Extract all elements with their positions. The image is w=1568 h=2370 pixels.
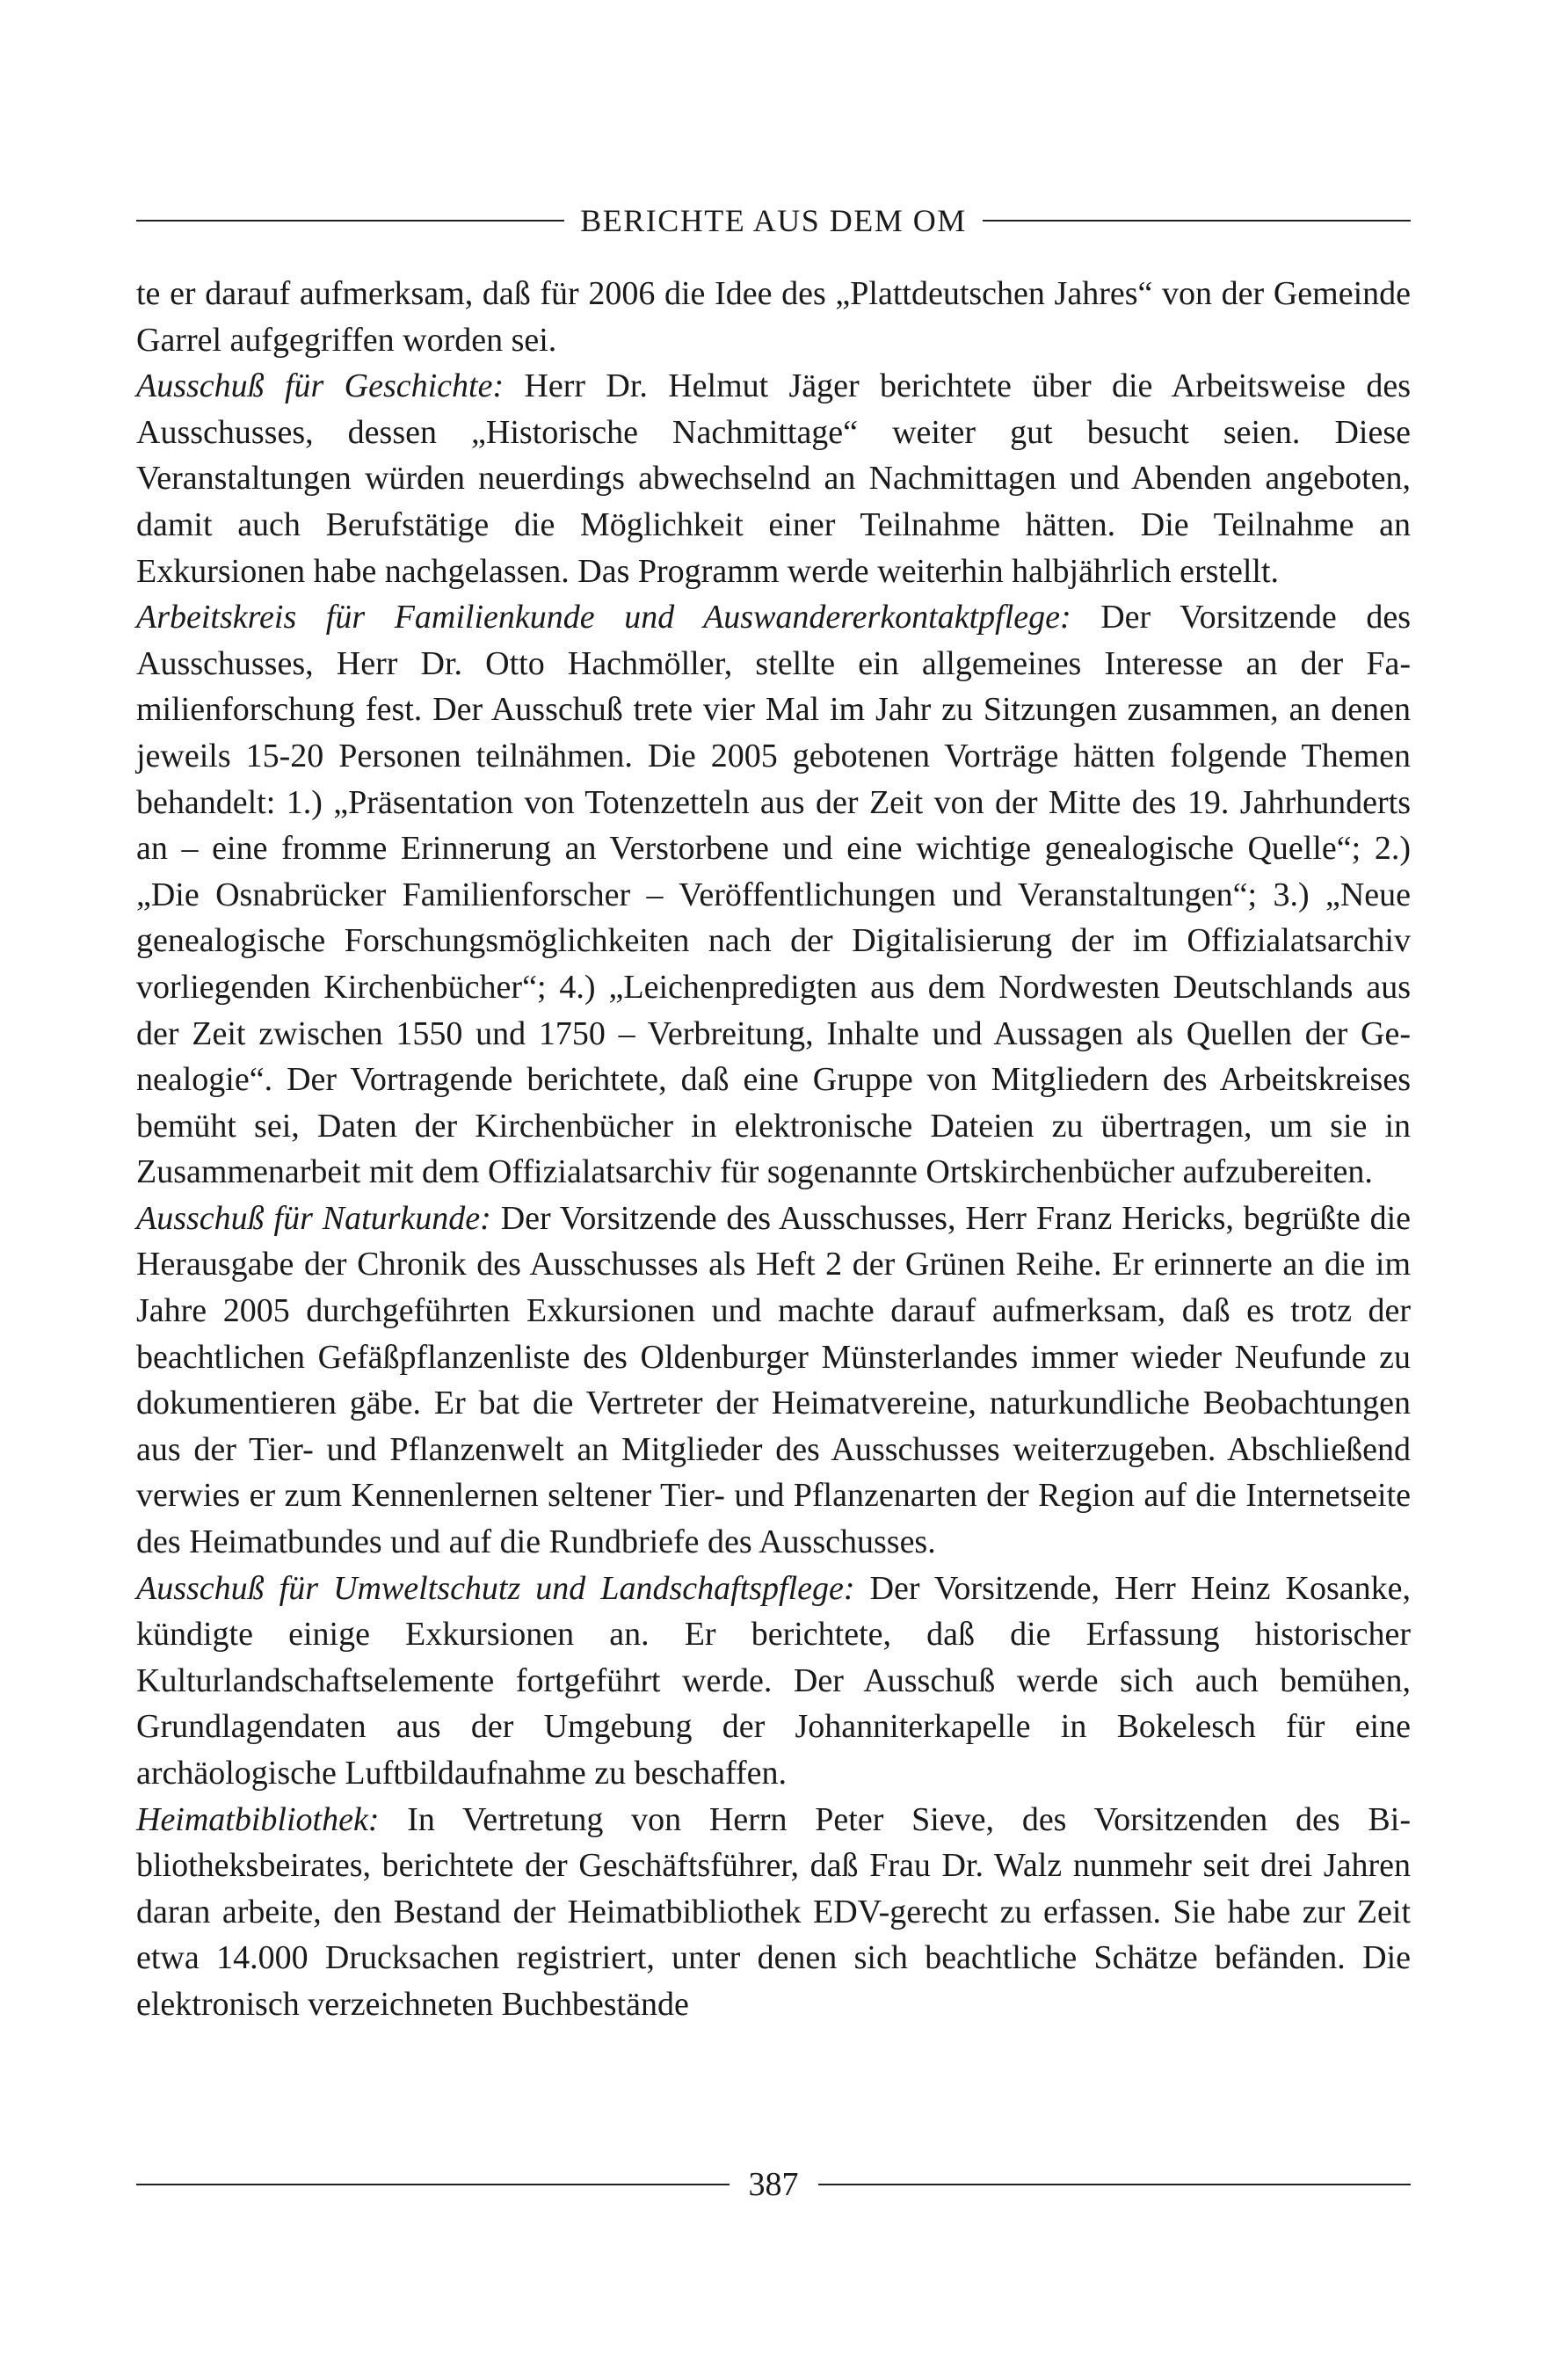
section-label: Heimatbibliothek: [136,1800,380,1838]
header-rule-left [136,220,564,222]
paragraph-familienkunde [136,594,1411,1196]
continuation-paragraph: te er darauf aufmerksam, daß für 2006 die Idee des „Plattdeutschen Jahres“ von der Gemeinde Garrel aufgegriffen worden sei. [136,275,1411,359]
running-head [136,199,1411,243]
running-title: BERICHTE AUS DEM OM [580,203,967,238]
section-label: Ausschuß für Umweltschutz und Landschaftspflege: [136,1569,855,1607]
paragraph-geschichte [136,363,1411,594]
section-text: Herr Dr. Helmut Jäger berichtete über die Arbeitsweise des Ausschusses, dessen „Historische Nachmittage“ weiter gut besucht seien. Diese Veranstaltungen würden neuerdings abwechselnd an Nachmittagen und Abenden angeboten, damit auch Berufstätige die Möglichkeit einer Teilnahme hätten. Die Teilnahme an Exkursionen habe nachgelassen. Das Programm werde weiterhin halbjährlich erstellt. [136,367,1411,590]
section-label: Ausschuß für Geschichte: [136,367,505,405]
header-rule-right [983,220,1411,222]
section-label: Ausschuß für Naturkunde: [136,1199,491,1237]
footer-rule-left [136,2184,730,2185]
footer-rule-right [818,2184,1412,2185]
section-text: Der Vorsitzende des Ausschusses, Herr Dr. Otto Hachmöller, stellte ein allgemeines Interesse an der Familienforschung fest. Der Ausschuß trete vier Mal im Jahr zu Sitzungen zusammen, an denen jeweils 15-20 Personen teilnähmen. Die 2005 gebotenen Vorträge hätten folgende Themen behandelt: 1.) „Präsentation von Totenzetteln aus der Zeit von der Mitte des 19. Jahrhunderts an – eine fromme Erinnerung an Verstorbene und eine wichtige genealogische Quelle“; 2.) „Die Osnabrücker Familienforscher – Veröffentlichungen und Veranstaltungen“; 3.) „Neue genealogische Forschungsmöglichkeiten nach der Digitalisierung der im Offizialatsarchiv vorliegenden Kirchenbücher“; 4.) „Leichenpredigten aus dem Nordwesten Deutschlands aus der Zeit zwischen 1550 und 1750 – Verbreitung, Inhalte und Aussagen als Quellen der Genealogie“. Der Vortragende berichtete, daß eine Gruppe von Mitgliedern des Arbeitskreises bemüht sei, Daten der Kirchenbücher in elektronische Dateien zu übertragen, um sie in Zusammenarbeit mit dem Offizialatsarchiv für sogenannte Ortskirchenbücher aufzubereiten. [136,599,1411,1191]
page-footer [136,2163,1411,2206]
section-text: Der Vorsitzende, Herr Heinz Kosanke, kündigte einige Exkursionen an. Er berichtete, daß die Erfassung historischer Kulturlandschaftselemente fortgeführt werde. Der Ausschuß werde sich auch bemühen, Grundlagendaten aus der Umgebung der Johanniterkapelle in Bokelesch für eine archäologische Luftbildaufnahme zu beschaffen. [136,1569,1412,1792]
paragraph-umweltschutz [136,1566,1411,1797]
section-text: Der Vorsitzende des Ausschusses, Herr Franz Hericks, begrüßte die Herausgabe der Chronik des Ausschusses als Heft 2 der Grünen Reihe. Er erinnerte an die im Jahre 2005 durchgeführten Exkursionen und machte darauf aufmerksam, daß es trotz der beachtlichen Gefäßpflanzenliste des Oldenburger Münsterlandes immer wieder Neufunde zu dokumentieren gäbe. Er bat die Vertreter der Heimatvereine, naturkundliche Beobachtungen aus der Tier- und Pflanzenwelt an Mitglieder des Ausschusses weiterzugeben. Abschließend verwies er zum Kennenlernen seltener Tier- und Pflanzenarten der Region auf die Internetseite des Heimatbundes und auf die Rundbriefe des Ausschusses. [136,1199,1411,1561]
paragraph-naturkunde [136,1196,1411,1566]
paragraph-heimatbibliothek [136,1797,1411,2028]
section-label: Arbeitskreis für Familienkunde und Auswandererkontaktpflege: [136,599,1071,636]
section-text: In Vertretung von Herrn Peter Sieve, des Vorsitzenden des Bibliotheksbeirates, berichtete der Geschäftsführer, daß Frau Dr. Walz nunmehr seit drei Jahren daran arbeite, den Bestand der Heimatbibliothek EDV-gerecht zu erfassen. Sie habe zur Zeit etwa 14.000 Drucksachen registriert, unter denen sich beachtliche Schätze befänden. Die elektronisch verzeichneten Buchbestände [136,1800,1411,2023]
page-number: 387 [748,2166,799,2203]
body-text [136,271,1411,2028]
